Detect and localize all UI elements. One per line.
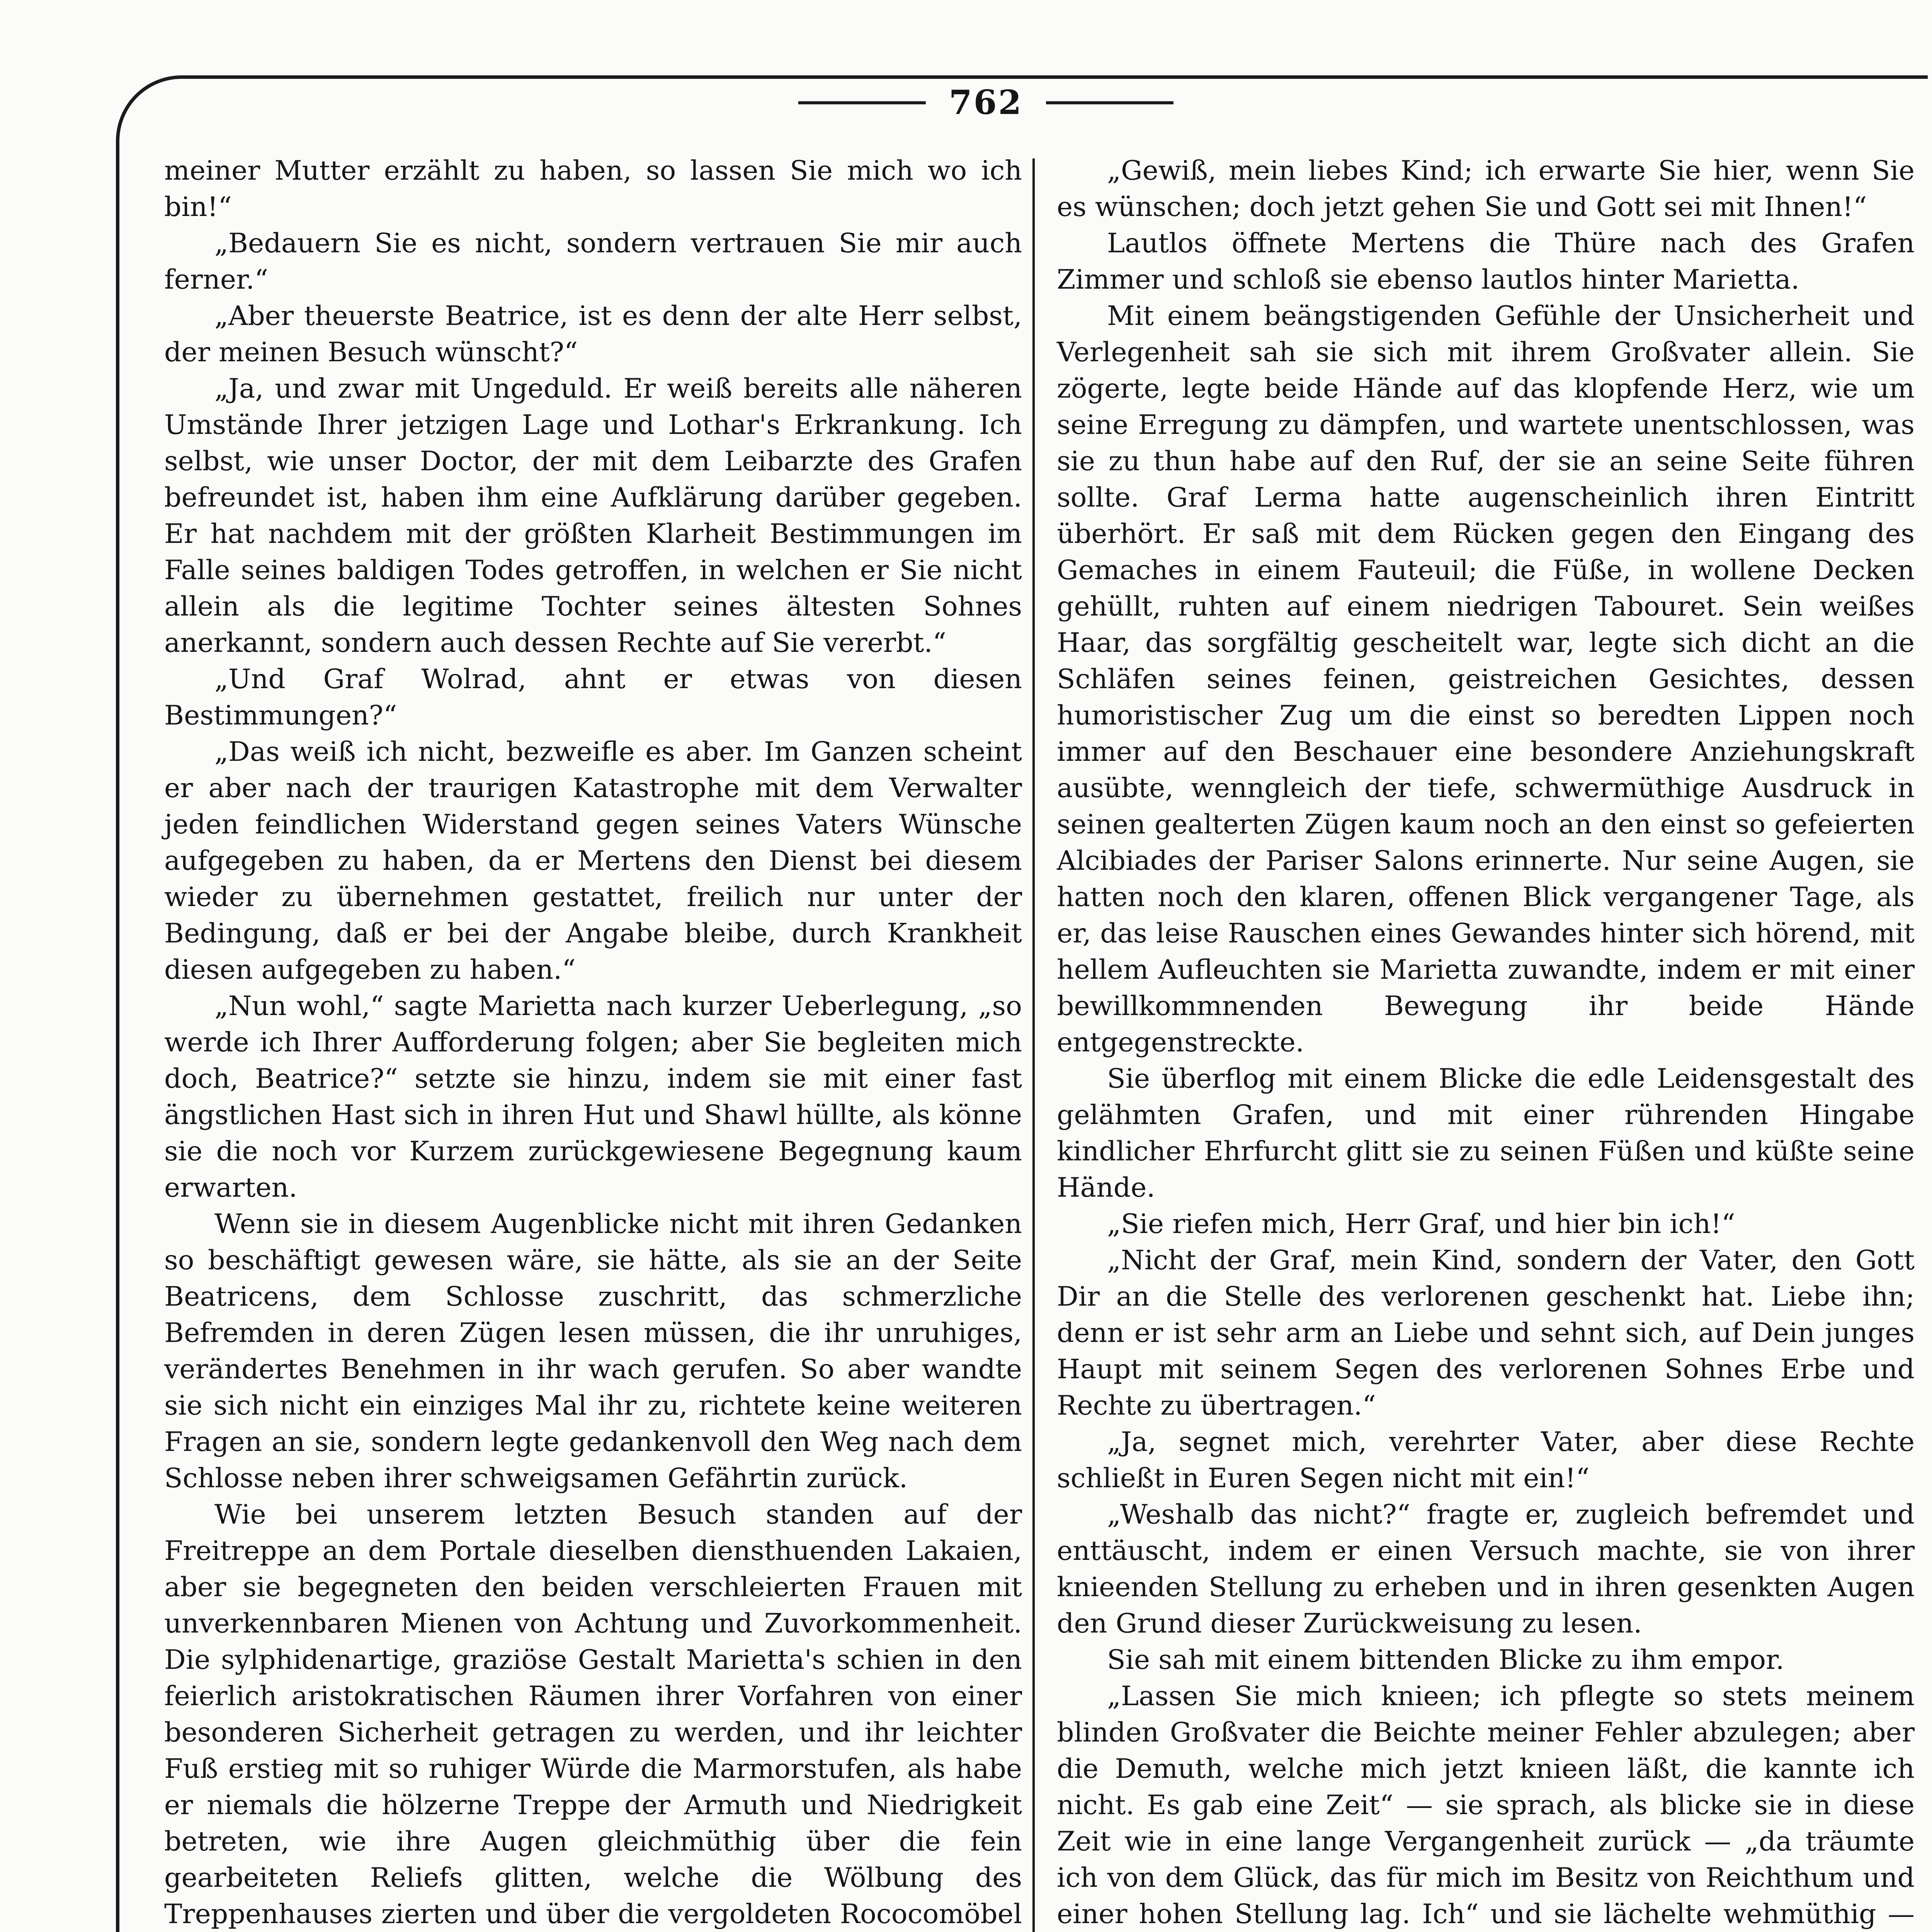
paragraph: „Bedauern Sie es nicht, sondern vertrauen Sie mir auch ferner.“ [164, 228, 1022, 295]
page-header [0, 83, 1932, 122]
paragraph: „Nun wohl,“ sagte Marietta nach kurzer Ueberlegung, „so werde ich Ihrer Aufforderung folgen; aber Sie begleiten mich doch, Beatrice?“ setzte sie hinzu, indem sie mit einer fast ängstlichen Hast sich in ihren Hut und Shawl hüllte, als könne sie die noch vor Kurzem zurückgewiesene Begegnung kaum erwarten. [164, 990, 1022, 1203]
right-column [1057, 153, 1915, 1932]
paragraph: „Und Graf Wolrad, ahnt er etwas von diesen Bestimmungen?“ [164, 663, 1022, 731]
paragraph: Lautlos öffnete Mertens die Thüre nach des Grafen Zimmer und schloß sie ebenso lautlos hinter Marietta. [1057, 228, 1915, 295]
left-column [164, 153, 1022, 1932]
paragraph: Wie bei unserem letzten Besuch standen auf der Freitreppe an dem Portale dieselben diensthuenden Lakaien, aber sie begegneten den beiden verschleierten Frauen mit unverkennbaren Mienen von Achtung und Zuvorkommenheit. Die sylphidenartige, graziöse Gestalt Marietta's schien in den feierlich aristokratischen Räumen ihrer Vorfahren von einer besonderen Sicherheit getragen zu werden, und ihr leichter Fuß erstieg mit so ruhiger Würde die Marmorstufen, als habe er niemals die hölzerne Treppe der Armuth und Niedrigkeit betreten, wie ihre Augen gleichmüthig über die fein gearbeiteten Reliefs glitten, welche die Wölbung des Treppenhauses zierten und über die vergoldeten Rococomöbel [164, 1499, 1022, 1930]
paragraph: Wenn sie in diesem Augenblicke nicht mit ihren Gedanken so beschäftigt gewesen wäre, sie hätte, als sie an der Seite Beatricens, dem Schlosse zuschritt, das schmerzliche Befremden in deren Zügen lesen müssen, die ihr unruhiges, verändertes Benehmen in ihr wach gerufen. So aber wandte sie sich nicht ein einziges Mal ihr zu, richtete keine weiteren Fragen an sie, sondern legte gedankenvoll den Weg nach dem Schlosse neben ihrer schweigsamen Gefährtin zurück. [164, 1208, 1022, 1494]
paragraph: „Gewiß, mein liebes Kind; ich erwarte Sie hier, wenn Sie es wünschen; doch jetzt gehen Sie und Gott sei mit Ihnen!“ [1057, 155, 1915, 223]
paragraph: „Aber theuerste Beatrice, ist es denn der alte Herr selbst, der meinen Besuch wünscht?“ [164, 300, 1022, 368]
paragraph: „Das weiß ich nicht, bezweifle es aber. Im Ganzen scheint er aber nach der traurigen Katastrophe mit dem Verwalter jeden feindlichen Widerstand gegen seines Vaters Wünsche aufgegeben zu haben, da er Mertens den Dienst bei diesem wieder zu übernehmen gestattet, freilich nur unter der Bedingung, daß er bei der Angabe bleibe, durch Krankheit diesen aufgegeben zu haben.“ [164, 736, 1022, 985]
paragraph: Mit einem beängstigenden Gefühle der Unsicherheit und Verlegenheit sah sie sich mit ihrem Großvater allein. Sie zögerte, legte beide Hände auf das klopfende Herz, wie um seine Erregung zu dämpfen, und wartete unentschlossen, was sie zu thun habe auf den Ruf, der sie an seine Seite führen sollte. Graf Lerma hatte augenscheinlich ihren Eintritt überhört. Er saß mit dem Rücken gegen den Eingang des Gemaches in einem Fauteuil; die Füße, in wollene Decken gehüllt, ruhten auf einem niedrigen Tabouret. Sein weißes Haar, das sorgfältig gescheitelt war, legte sich dicht an die Schläfen seines feinen, geistreichen Gesichtes, dessen humoristischer Zug um die einst so beredten Lippen noch immer auf den Beschauer eine besondere Anziehungskraft ausübte, wenngleich der tiefe, schwermüthige Ausdruck in seinen gealterten Zügen kaum noch an den einst so gefeierten Alcibiades der Pariser Salons erinnerte. Nur seine Augen, sie hatten noch den klaren, offenen Blick vergangener Tage, als er, das leise Rauschen eines Gewandes hinter sich hörend, mit hellem Aufleuchten sie Marietta zuwandte, indem er mit einer bewillkommnenden Bewegung ihr beide Hände entgegenstreckte. [1057, 300, 1915, 1058]
paragraph: „Weshalb das nicht?“ fragte er, zugleich befremdet und enttäuscht, indem er einen Versuch machte, sie von ihrer knieenden Stellung zu erheben und in ihren gesenkten Augen den Grund dieser Zurückweisung zu lesen. [1057, 1499, 1915, 1639]
paragraph: Sie überflog mit einem Blicke die edle Leidensgestalt des gelähmten Grafen, und mit einer rührenden Hingabe kindlicher Ehrfurcht glitt sie zu seinen Füßen und küßte seine Hände. [1057, 1063, 1915, 1203]
paragraph: „Lassen Sie mich knieen; ich pflegte so stets meinem blinden Großvater die Beichte meiner Fehler abzulegen; aber die Demuth, welche mich jetzt knieen läßt, die kannte ich nicht. Es gab eine Zeit“ — sie sprach, als blicke sie in diese Zeit wie in eine lange Vergangenheit zurück — „da träumte ich von dem Glück, das für mich im Besitz von Reichthum und einer hohen Stellung lag. Ich“ und sie lächelte wehmüthig — [1057, 1680, 1915, 1930]
paragraph: meiner Mutter erzählt zu haben, so lassen Sie mich wo ich bin!“ [164, 155, 1022, 223]
paragraph: Sie sah mit einem bittenden Blicke zu ihm empor. [1107, 1644, 1784, 1675]
paragraph: „Sie riefen mich, Herr Graf, und hier bin ich!“ [1107, 1208, 1735, 1240]
paragraph: „Nicht der Graf, mein Kind, sondern der Vater, den Gott Dir an die Stelle des verlorenen geschenkt hat. Liebe ihn; denn er ist sehr arm an Liebe und sehnt sich, auf Dein junges Haupt mit seinem Segen des verlorenen Sohnes Erbe und Rechte zu übertragen.“ [1057, 1245, 1915, 1421]
header-rule-left [798, 101, 926, 104]
header-rule-right [1046, 101, 1173, 104]
paragraph: „Ja, segnet mich, verehrter Vater, aber diese Rechte schließt in Euren Segen nicht mit ein!“ [1057, 1426, 1915, 1494]
paragraph: „Ja, und zwar mit Ungeduld. Er weiß bereits alle näheren Umstände Ihrer jetzigen Lage und Lothar's Erkrankung. Ich selbst, wie unser Doctor, der mit dem Leibarzte des Grafen befreundet ist, haben ihm eine Aufklärung darüber gegeben. Er hat nachdem mit der größten Klarheit Bestimmungen im Falle seines baldigen Todes getroffen, in welchen er Sie nicht allein als die legitime Tochter seines ältesten Sohnes anerkannt, sondern auch dessen Rechte auf Sie vererbt.“ [164, 373, 1022, 658]
page-number: 762 [949, 83, 1023, 122]
column-divider [1032, 158, 1035, 1932]
